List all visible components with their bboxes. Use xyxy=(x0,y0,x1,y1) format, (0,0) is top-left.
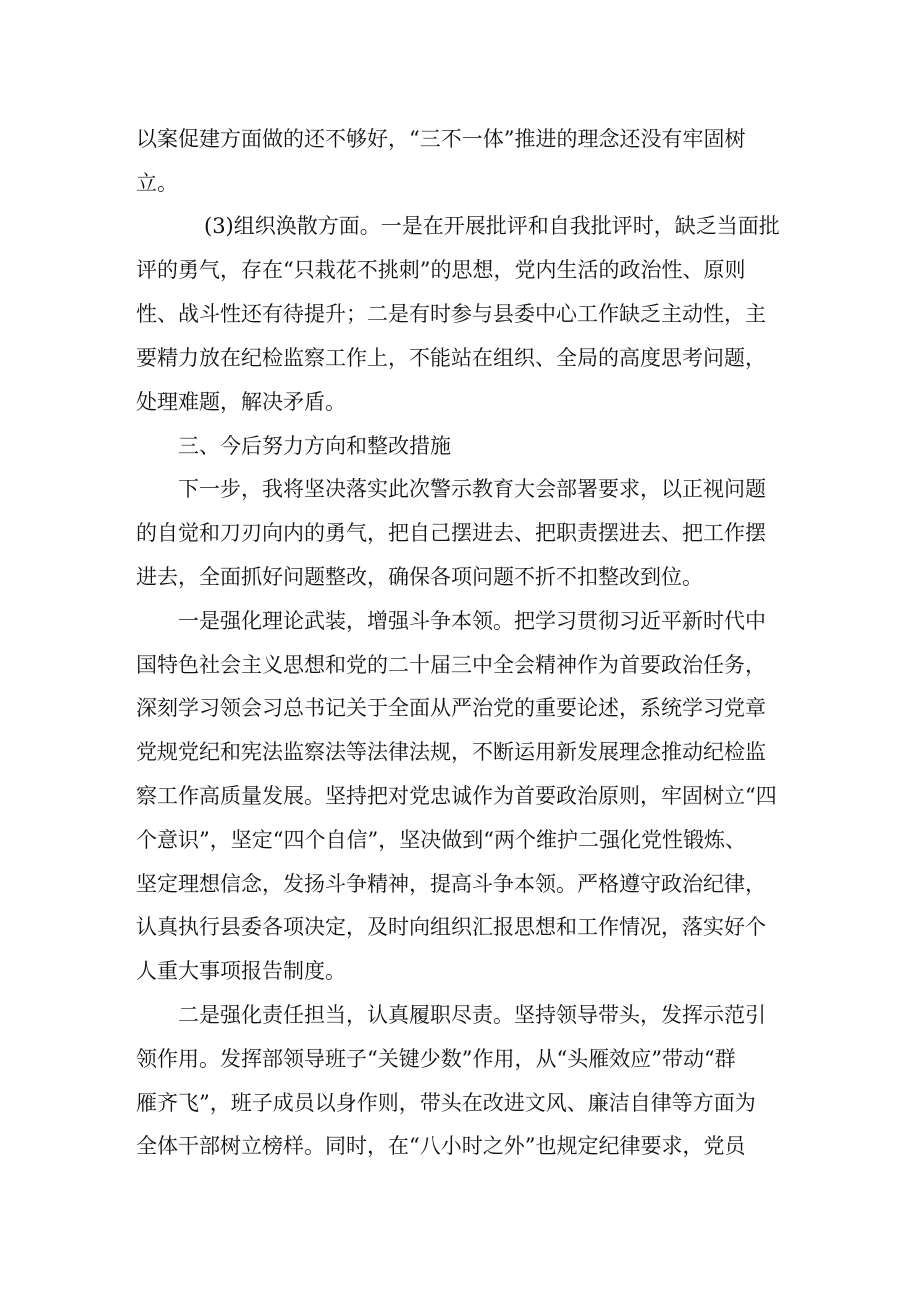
text-line: 雁齐飞”，班子成员以身作则，带头在改进文风、廉洁自律等方面为 xyxy=(136,1091,756,1115)
text-line: 性、战斗性还有待提升；二是有时参与县委中心工作缺乏主动性，主 xyxy=(136,302,766,326)
text-line: 以案促建方面做的还不够好，“三不一体”推进的理念还没有牢固树 xyxy=(136,127,746,151)
text-line: 的自觉和刀刃向内的勇气，把自己摆进去、把职责摆进去、把工作摆 xyxy=(136,521,766,545)
text-line: 坚定理想信念，发扬斗争精神，提高斗争本领。严格遵守政治纪律， xyxy=(136,872,766,896)
text-line: 认真执行县委各项决定，及时向组织汇报思想和工作情况，落实好个 xyxy=(136,915,766,939)
text-line: 一是强化理论武装，增强斗争本领。把学习贯彻习近平新时代中 xyxy=(178,609,766,633)
text-line: 要精力放在纪检监察工作上，不能站在组织、全局的高度思考问题， xyxy=(136,346,766,370)
text-line: 人重大事项报告制度。 xyxy=(136,959,346,983)
text-line: 进去，全面抓好问题整改，确保各项问题不折不扣整改到位。 xyxy=(136,565,703,589)
text-line: 领作用。发挥部领导班子“关键少数”作用，从“头雁效应”带动“群 xyxy=(136,1047,736,1071)
text-line: 全体干部树立榜样。同时，在“八小时之外”也规定纪律要求，党员 xyxy=(136,1134,746,1158)
text-line: 评的勇气，存在“只栽花不挑刺”的思想，党内生活的政治性、原则 xyxy=(136,258,746,282)
text-line: 察工作高质量发展。坚持把对党忠诚作为首要政治原则，牢固树立“四 xyxy=(136,784,777,808)
section-heading: 三、今后努力方向和整改措施 xyxy=(178,434,451,458)
text-line: (3)组织涣散方面。一是在开展批评和自我批评时，缺乏当面批 xyxy=(204,214,780,238)
text-line: 下一步，我将坚决落实此次警示教育大会部署要求，以正视问题 xyxy=(178,477,766,501)
text-line: 立。 xyxy=(136,171,178,195)
text-line: 二是强化责任担当，认真履职尽责。坚持领导带头，发挥示范引 xyxy=(178,1003,766,1027)
text-line: 国特色社会主义思想和党的二十届三中全会精神作为首要政治任务， xyxy=(136,653,766,677)
text-line: 处理难题，解决矛盾。 xyxy=(136,390,346,414)
text-line: 个意识”，坚定“四个自信”，坚决做到“两个维护二强化党性锻炼、 xyxy=(136,828,746,852)
text-line: 党规党纪和宪法监察法等法律法规，不断运用新发展理念推动纪检监 xyxy=(136,740,766,764)
text-line: 深刻学习领会习总书记关于全面从严治党的重要论述，系统学习党章 xyxy=(136,696,766,720)
